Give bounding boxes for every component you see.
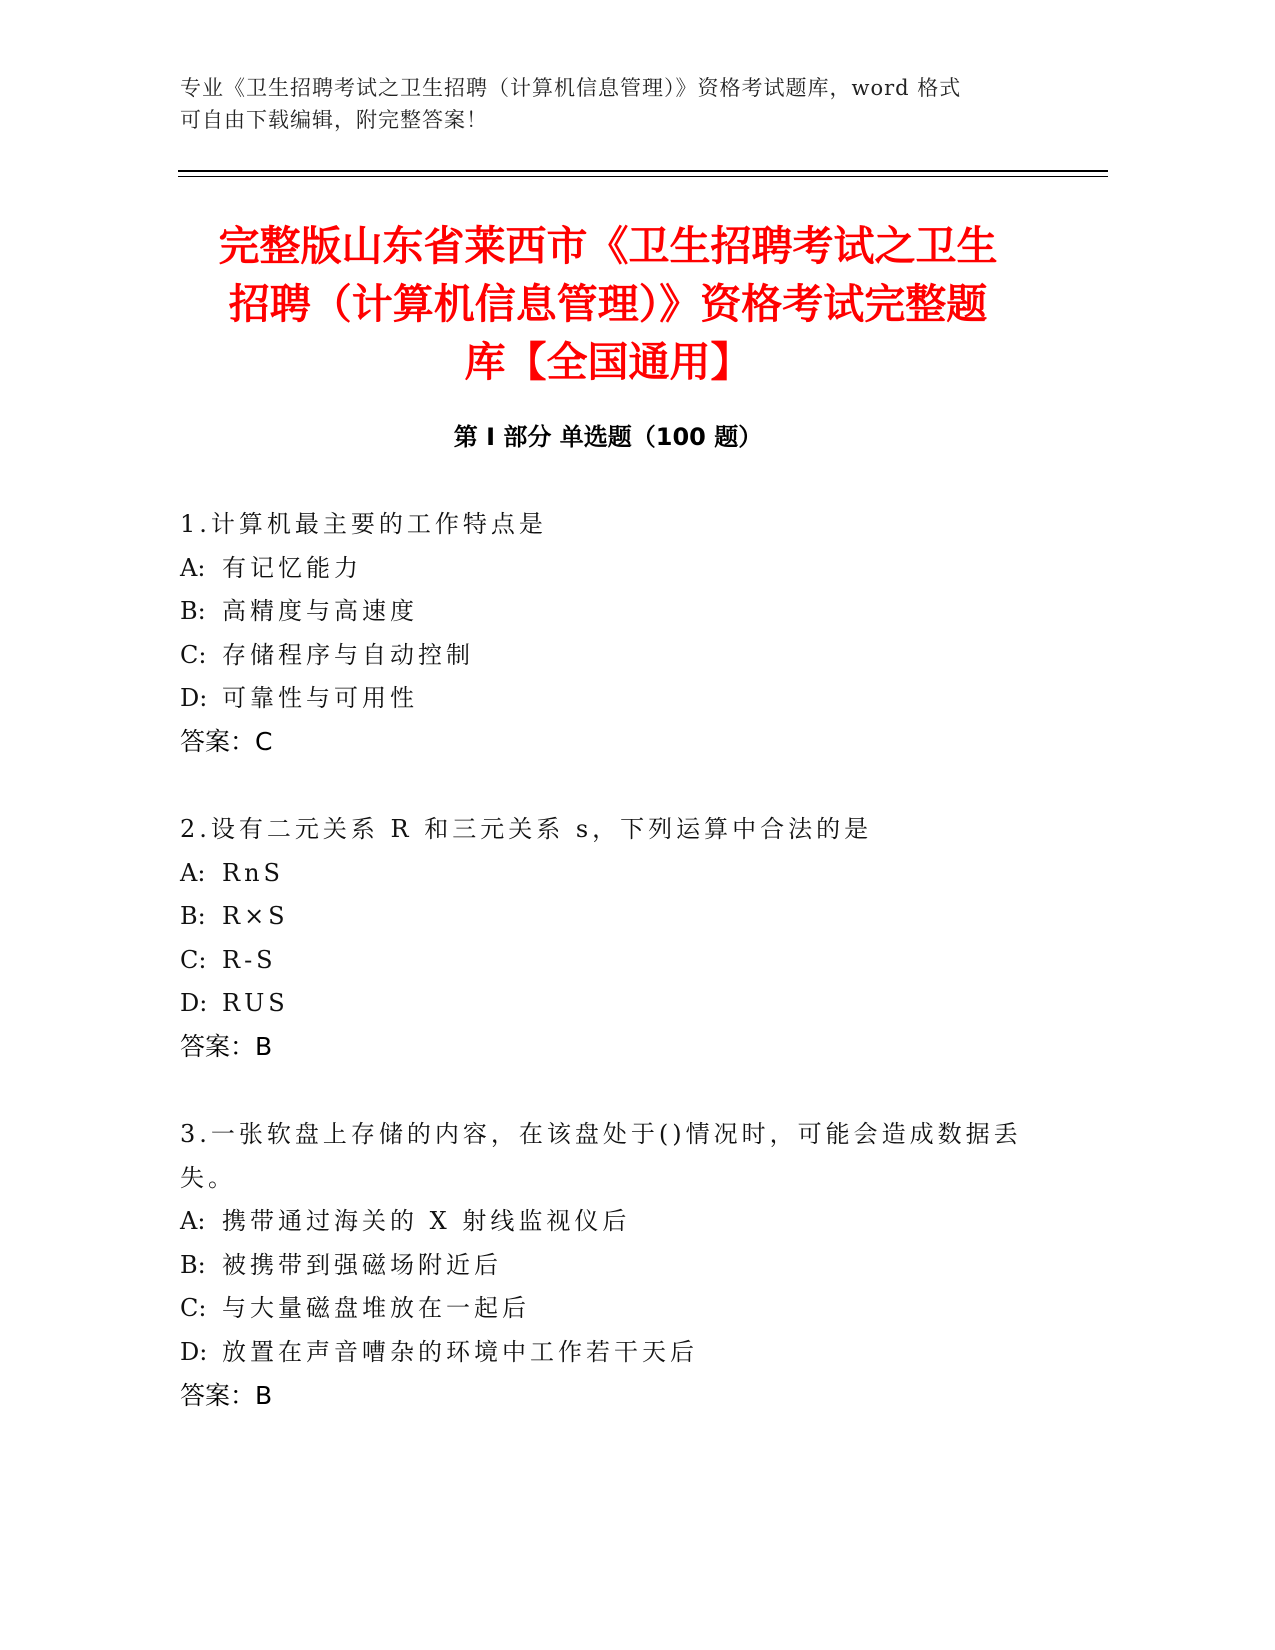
option-label: A: — [180, 1207, 206, 1235]
header-divider-thin — [178, 176, 1108, 177]
option-label: A: — [180, 859, 206, 887]
option-text: R-S — [222, 946, 277, 974]
option-text: R×S — [222, 902, 289, 930]
option-label: C: — [180, 1294, 207, 1322]
question-2-option-c — [180, 944, 277, 976]
question-2-option-b — [180, 900, 289, 932]
option-label: B: — [180, 902, 206, 930]
option-text: RUS — [222, 989, 289, 1017]
question-3-option-a — [180, 1205, 630, 1237]
document-title-line-1: 完整版山东省莱西市《卫生招聘考试之卫生 — [218, 222, 998, 270]
question-1-option-d — [180, 682, 418, 714]
question-1-option-c — [180, 639, 474, 671]
header-note-line-1: 专业《卫生招聘考试之卫生招聘（计算机信息管理）》资格考试题库，word 格式 — [180, 76, 962, 100]
option-label: D: — [180, 1338, 208, 1366]
option-label: D: — [180, 684, 208, 712]
question-3-option-d — [180, 1336, 698, 1368]
option-label: B: — [180, 597, 206, 625]
document-title-line-2: 招聘（计算机信息管理）》资格考试完整题 — [228, 280, 988, 328]
option-label: C: — [180, 946, 207, 974]
question-1-answer: 答案：C — [180, 727, 273, 756]
question-1-stem: 1.计算机最主要的工作特点是 — [180, 510, 547, 538]
section-heading: 第 I 部分 单选题（100 题） — [453, 423, 763, 451]
option-label: C: — [180, 641, 207, 669]
option-label: D: — [180, 989, 208, 1017]
option-label: B: — [180, 1251, 206, 1279]
question-1-option-b — [180, 595, 418, 627]
option-text: 携带通过海关的 X 射线监视仪后 — [222, 1207, 631, 1235]
question-3-stem-line-1: 3.一张软盘上存储的内容，在该盘处于()情况时，可能会造成数据丢 — [180, 1120, 1022, 1148]
question-2-option-a — [180, 857, 284, 889]
question-2-answer: 答案：B — [180, 1032, 273, 1061]
option-text: 可靠性与可用性 — [222, 684, 418, 712]
question-3-option-b — [180, 1249, 502, 1281]
option-text: 有记忆能力 — [222, 554, 362, 582]
option-text: RnS — [222, 859, 284, 887]
option-text: 与大量磁盘堆放在一起后 — [222, 1294, 530, 1322]
document-title — [180, 217, 1036, 391]
question-3-stem-line-2: 失。 — [180, 1164, 236, 1192]
option-label: A: — [180, 554, 206, 582]
question-2-stem: 2.设有二元关系 R 和三元关系 s，下列运算中合法的是 — [180, 815, 873, 843]
option-text: 存储程序与自动控制 — [222, 641, 474, 669]
option-text: 放置在声音嘈杂的环境中工作若干天后 — [222, 1338, 698, 1366]
header-note-line-2: 可自由下载编辑，附完整答案！ — [180, 108, 488, 132]
document-title-line-3: 库【全国通用】 — [464, 338, 752, 386]
question-2-option-d — [180, 987, 289, 1019]
question-1-option-a — [180, 552, 362, 584]
option-text: 高精度与高速度 — [222, 597, 418, 625]
question-3-answer: 答案：B — [180, 1381, 273, 1410]
header-note — [180, 72, 1080, 136]
question-3-option-c — [180, 1292, 530, 1324]
option-text: 被携带到强磁场附近后 — [222, 1251, 502, 1279]
header-divider-thick — [178, 170, 1108, 172]
